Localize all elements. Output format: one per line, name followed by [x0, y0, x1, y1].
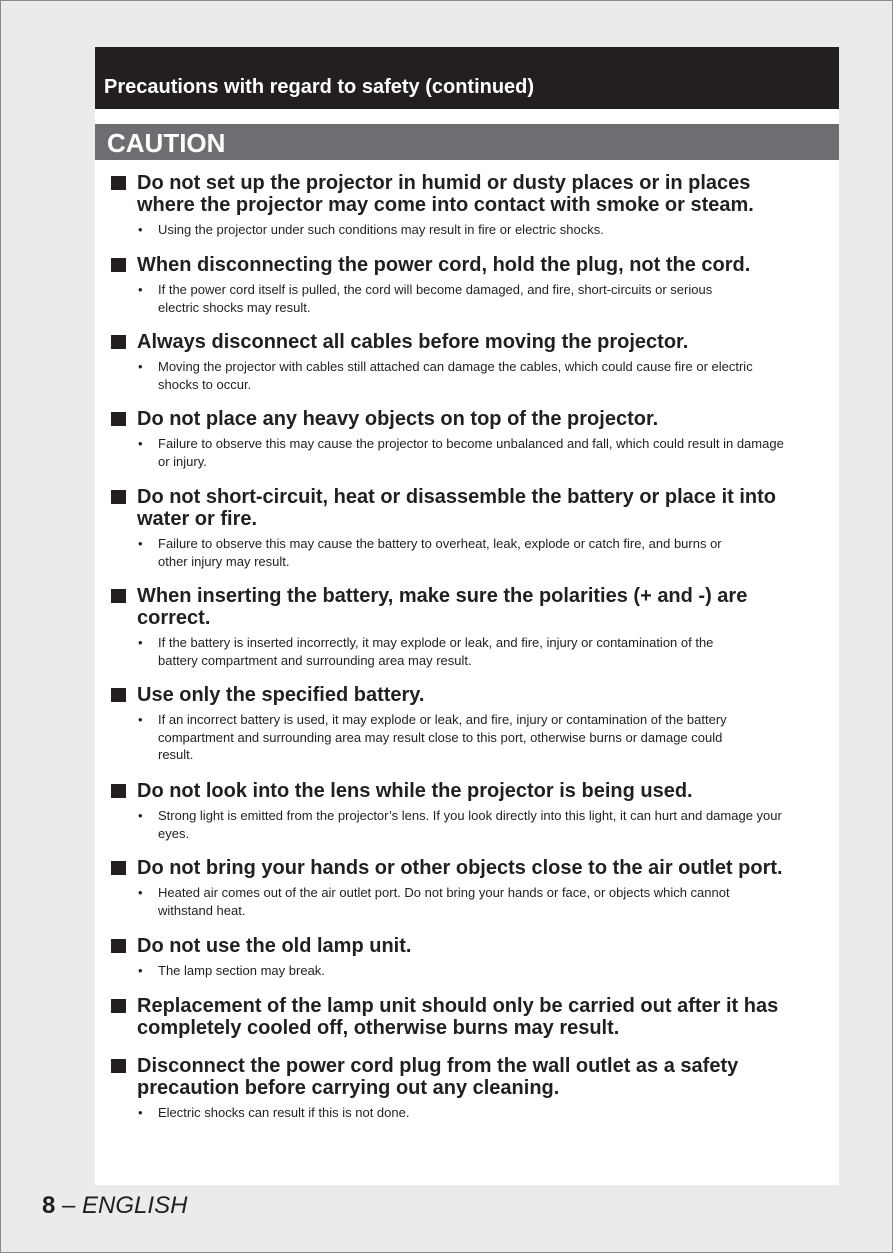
- caution-item: [110, 935, 830, 980]
- caution-item: [110, 486, 830, 570]
- page-footer: [42, 1191, 187, 1221]
- item-heading: When disconnecting the power cord, hold the plug, not the cord.: [137, 254, 751, 276]
- item-note: [138, 281, 830, 316]
- item-note-text: If the power cord itself is pulled, the cord will become damaged, and fire, short-circuits or serious electric shocks may result.: [158, 282, 713, 315]
- footer-separator: –: [55, 1192, 83, 1219]
- bullet-dot-icon: •: [138, 808, 143, 823]
- caution-item: [110, 780, 830, 842]
- bullet-dot-icon: •: [138, 963, 143, 978]
- bullet-dot-icon: •: [138, 712, 143, 727]
- item-note: [138, 535, 830, 570]
- item-note: [138, 884, 830, 919]
- bullet-dot-icon: •: [138, 282, 143, 297]
- square-bullet-icon: [111, 176, 126, 190]
- square-bullet-icon: [111, 412, 126, 426]
- bullet-dot-icon: •: [138, 436, 143, 451]
- item-note-text: Moving the projector with cables still attached can damage the cables, which could cause fire or electric shocks to occur.: [158, 359, 753, 392]
- item-note-text: The lamp section may break.: [158, 963, 325, 978]
- caution-item: [110, 172, 830, 239]
- square-bullet-icon: [111, 335, 126, 349]
- item-heading: Do not set up the projector in humid or dusty places or in places where the projector may come into contact with smoke or steam.: [137, 172, 754, 216]
- header-title: Precautions with regard to safety (continued): [104, 76, 535, 98]
- item-note: [138, 962, 830, 980]
- item-note-text: Failure to observe this may cause the battery to overheat, leak, explode or catch fire, and burns or other injury may result.: [158, 536, 722, 569]
- bullet-dot-icon: •: [138, 222, 143, 237]
- caution-item: [110, 995, 830, 1039]
- item-note: [138, 358, 830, 393]
- bullet-dot-icon: •: [138, 635, 143, 650]
- item-heading: Always disconnect all cables before moving the projector.: [137, 331, 689, 353]
- item-heading: Do not use the old lamp unit.: [137, 935, 412, 957]
- item-note: [138, 435, 830, 470]
- item-note-text: Heated air comes out of the air outlet port. Do not bring your hands or face, or objects which cannot withstand heat.: [158, 885, 730, 918]
- item-note-text: Failure to observe this may cause the projector to become unbalanced and fall, which could result in damage or injury.: [158, 436, 784, 469]
- caution-item: [110, 331, 830, 393]
- page-number: 8: [42, 1192, 56, 1219]
- item-note-text: Strong light is emitted from the projector’s lens. If you look directly into this light, it can hurt and damage your eyes.: [158, 808, 782, 841]
- item-note-text: If the battery is inserted incorrectly, it may explode or leak, and fire, injury or contamination of the battery compartment and surrounding area may result.: [158, 635, 714, 668]
- item-heading: When inserting the battery, make sure the polarities (+ and -) are correct.: [137, 585, 748, 629]
- square-bullet-icon: [111, 1059, 126, 1073]
- caution-title: CAUTION: [107, 128, 226, 158]
- item-note: [138, 711, 830, 764]
- square-bullet-icon: [111, 939, 126, 953]
- item-heading: Do not bring your hands or other objects close to the air outlet port.: [137, 857, 783, 879]
- square-bullet-icon: [111, 861, 126, 875]
- item-heading: Disconnect the power cord plug from the wall outlet as a safety precaution before carrying out any cleaning.: [137, 1055, 739, 1099]
- caution-bar: [95, 124, 839, 160]
- header-bar: [95, 47, 839, 109]
- caution-item: [110, 857, 830, 919]
- item-heading: Do not place any heavy objects on top of the projector.: [137, 408, 659, 430]
- item-note: [138, 634, 830, 669]
- item-note: [138, 807, 830, 842]
- item-note-text: Using the projector under such conditions may result in fire or electric shocks.: [158, 222, 604, 237]
- square-bullet-icon: [111, 688, 126, 702]
- square-bullet-icon: [111, 589, 126, 603]
- square-bullet-icon: [111, 490, 126, 504]
- caution-item: [110, 585, 830, 669]
- item-heading: Do not short-circuit, heat or disassemble the battery or place it into water or fire.: [137, 486, 777, 530]
- item-heading: Do not look into the lens while the projector is being used.: [137, 780, 693, 802]
- item-heading: Replacement of the lamp unit should only be carried out after it has completely cooled off, otherwise burns may result.: [137, 995, 779, 1039]
- caution-item: [110, 408, 830, 470]
- square-bullet-icon: [111, 999, 126, 1013]
- bullet-dot-icon: •: [138, 359, 143, 374]
- footer-language: ENGLISH: [82, 1192, 188, 1219]
- item-note: [138, 1104, 830, 1122]
- caution-item: [110, 254, 830, 316]
- caution-item: [110, 1055, 830, 1122]
- item-note-text: Electric shocks can result if this is not done.: [158, 1105, 410, 1120]
- bullet-dot-icon: •: [138, 536, 143, 551]
- square-bullet-icon: [111, 784, 126, 798]
- square-bullet-icon: [111, 258, 126, 272]
- item-note: [138, 221, 830, 239]
- item-heading: Use only the specified battery.: [137, 684, 425, 706]
- bullet-dot-icon: •: [138, 1105, 143, 1120]
- caution-item: [110, 684, 830, 764]
- bullet-dot-icon: •: [138, 885, 143, 900]
- item-note-text: If an incorrect battery is used, it may explode or leak, and fire, injury or contamination of the battery compartment and surrounding area may result close to this port, otherwise burns or damage could result.: [158, 712, 727, 762]
